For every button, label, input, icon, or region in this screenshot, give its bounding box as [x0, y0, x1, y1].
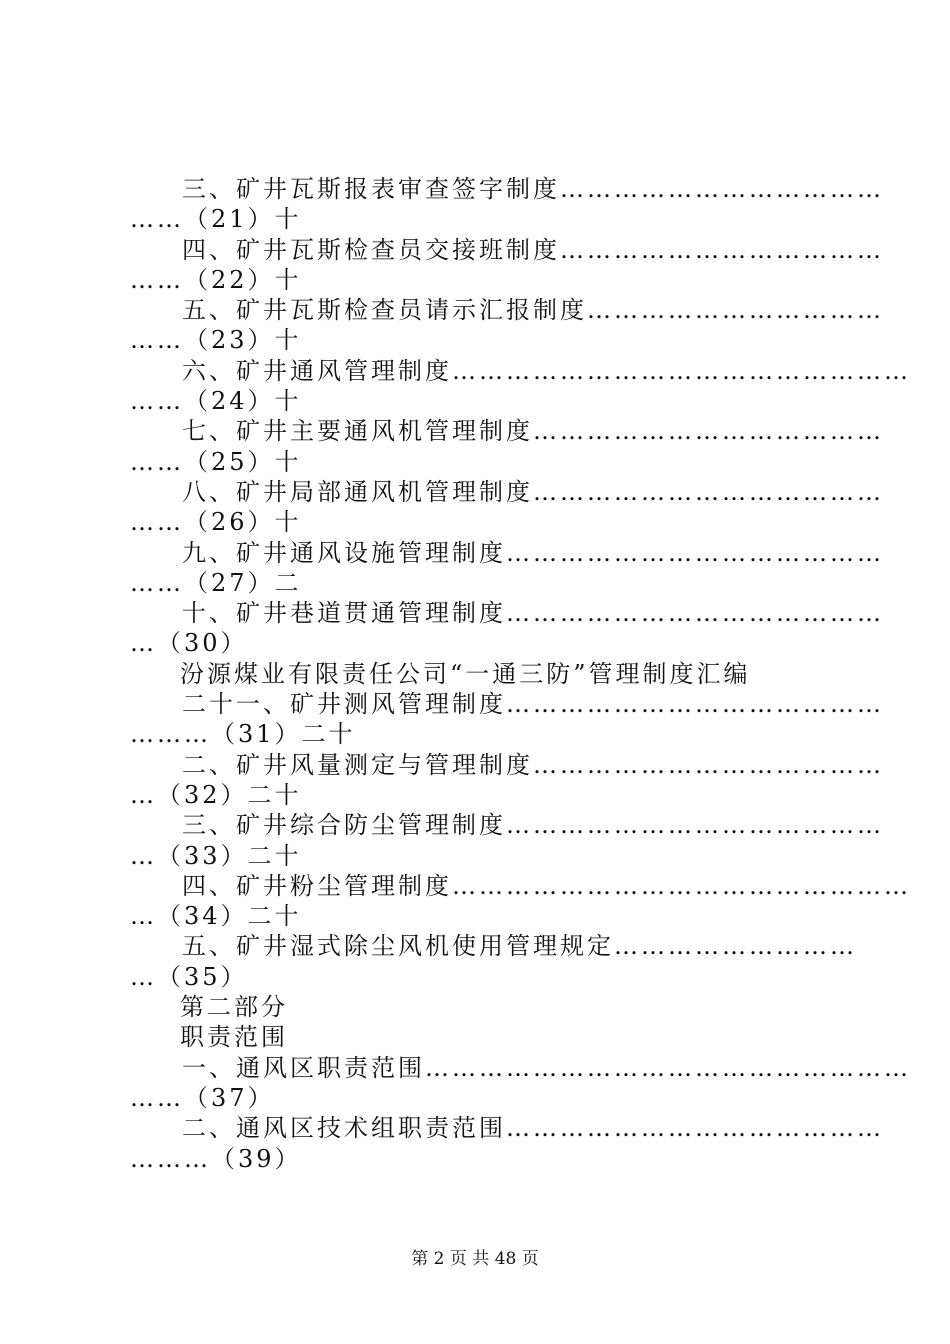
- toc-entry: 二、通风区技术组职责范围……………………………………: [182, 1114, 884, 1143]
- section-heading: 第二部分: [180, 993, 288, 1022]
- page-footer: 第 2 页 共 48 页: [411, 1249, 539, 1269]
- toc-page-ref: ……（22）十: [130, 265, 302, 294]
- toc-entry: 七、矿井主要通风机管理制度…………………………………: [182, 417, 884, 446]
- toc-page-ref: …（34）二十: [130, 902, 302, 931]
- toc-page-ref: ……（23）十: [130, 326, 302, 355]
- toc-page-ref: …（30）: [130, 629, 248, 658]
- toc-entry: 五、矿井湿式除尘风机使用管理规定………………………: [182, 932, 857, 961]
- toc-entry: 十、矿井巷道贯通管理制度……………………………………: [182, 599, 884, 628]
- toc-entry: 九、矿井通风设施管理制度……………………………………: [182, 538, 884, 567]
- toc-page-ref: ……（37）: [130, 1083, 275, 1112]
- toc-page-ref: …（32）二十: [130, 780, 302, 809]
- toc-page-ref: …（33）二十: [130, 841, 302, 870]
- toc-page-ref: …（35）: [130, 962, 248, 991]
- section-heading: 职责范围: [180, 1023, 288, 1052]
- toc-page-ref: ………（39）: [130, 1144, 302, 1173]
- toc-page-ref: ……（24）十: [130, 387, 302, 416]
- toc-entry: 八、矿井局部通风机管理制度…………………………………: [182, 477, 884, 506]
- toc-entry: 一、通风区职责范围………………………………………………: [182, 1053, 911, 1082]
- toc-page-ref: ……（27）二: [130, 568, 302, 597]
- table-of-contents: [0, 174, 950, 1174]
- toc-entry: 四、矿井瓦斯检查员交接班制度………………………………: [182, 235, 884, 264]
- toc-entry: 三、矿井综合防尘管理制度……………………………………: [182, 811, 884, 840]
- toc-entry: 二、矿井风量测定与管理制度…………………………………: [182, 750, 884, 779]
- toc-page-ref: ……（25）十: [130, 447, 302, 476]
- toc-page-ref: ………（31）二十: [130, 720, 356, 749]
- toc-entry: 六、矿井通风管理制度……………………………………………: [182, 356, 911, 385]
- section-heading: 汾源煤业有限责任公司“一通三防”管理制度汇编: [180, 659, 751, 688]
- toc-entry: 五、矿井瓦斯检查员请示汇报制度……………………………: [182, 296, 884, 325]
- toc-entry: 二十一、矿井测风管理制度……………………………………: [182, 690, 884, 719]
- toc-page-ref: ……（21）十: [130, 205, 302, 234]
- toc-page-ref: ……（26）十: [130, 508, 302, 537]
- toc-entry: 三、矿井瓦斯报表审查签字制度………………………………: [182, 175, 884, 203]
- toc-entry: 四、矿井粉尘管理制度……………………………………………: [182, 871, 911, 900]
